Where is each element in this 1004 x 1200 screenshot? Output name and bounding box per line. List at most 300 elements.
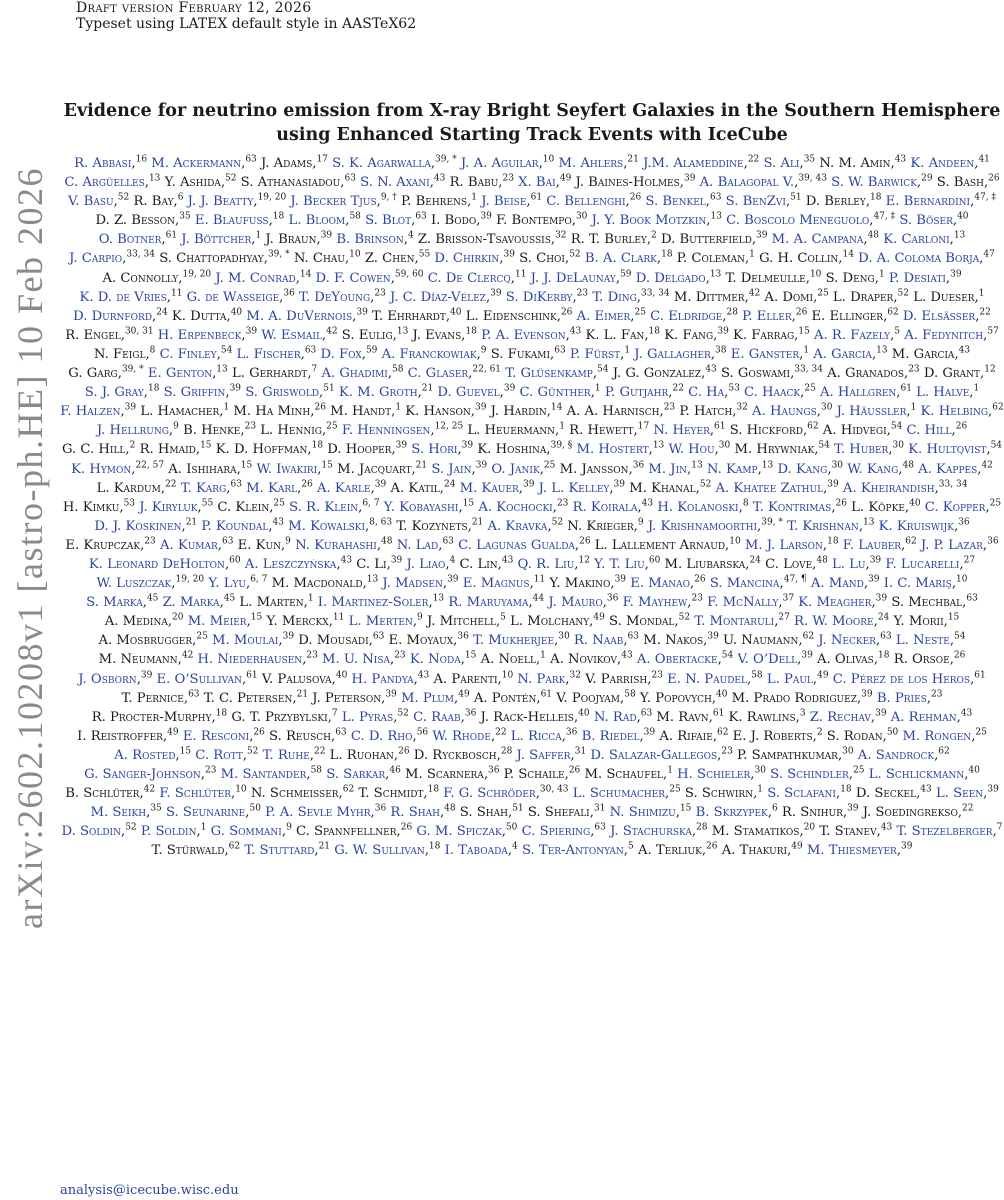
author-entry[interactable]: C. Raab,$^{36}$	[413, 708, 477, 725]
author-entry[interactable]: D. F. Cowen,$^{59, 60}$	[315, 269, 424, 286]
author-entry[interactable]: P. Soldin,$^1$	[140, 822, 207, 840]
author-entry[interactable]: S. Sclafani,$^{18}$	[767, 784, 852, 802]
author-entry[interactable]: T. Huber,$^{30}$	[834, 441, 904, 458]
author-name[interactable]: N. Kurahashi	[295, 537, 377, 553]
author-entry[interactable]: S. Griswold,$^{51}$	[245, 383, 335, 401]
author-name[interactable]: C. D. Rho	[350, 728, 413, 744]
author-entry[interactable]: S. Hori,$^{39}$	[411, 441, 474, 458]
author-entry[interactable]: P. Fürst,$^1$	[569, 345, 631, 362]
author-name[interactable]: S. Benkel	[645, 194, 706, 210]
author-entry[interactable]: K. Hymon,$^{22, 57}$	[71, 460, 165, 477]
author-entry[interactable]: K. Hultqvist,$^{54}$	[908, 441, 1003, 458]
author-entry[interactable]: J. J. DeLaunay,$^{59}$	[530, 269, 632, 286]
author-entry[interactable]: J. P. Lazar,$^{36}$	[920, 536, 999, 553]
author-name[interactable]: J. Necker	[818, 633, 876, 649]
author-entry[interactable]: C. Eldridge,$^{28}$	[650, 307, 738, 324]
author-name[interactable]: K. Kruiswijk	[878, 518, 954, 534]
author-name[interactable]: L. Paul	[766, 671, 813, 687]
author-entry[interactable]: P. A. Sevle Myhr,$^{36}$	[265, 803, 387, 821]
author-entry[interactable]: D. Soldin,$^{52}$	[61, 822, 137, 840]
author-name[interactable]: B. Riedel	[581, 728, 640, 744]
author-entry[interactable]: J. Madsen,$^{39}$	[382, 574, 459, 592]
author-entry[interactable]: C. Hill,$^{26}$	[906, 421, 968, 439]
author-name[interactable]: F. McNally	[707, 595, 779, 611]
author-name[interactable]: T. Ruhe	[262, 747, 310, 763]
author-name[interactable]: S. N. Axani	[360, 175, 430, 191]
author-entry[interactable]: K. Meagher,$^{39}$	[798, 593, 888, 611]
author-entry[interactable]: W. Esmail,$^{42}$	[261, 326, 338, 343]
author-name[interactable]: A. Kravka	[487, 518, 548, 534]
author-name[interactable]: K. Andeen	[910, 156, 975, 171]
author-entry[interactable]: L. Schumacher,$^{25}$	[572, 784, 681, 802]
author-entry[interactable]: R. Maruyama,$^{44}$	[448, 593, 545, 611]
author-name[interactable]: N. Shimizu	[609, 805, 676, 821]
author-name[interactable]: P. Desiati	[888, 270, 946, 286]
author-name[interactable]: L. Halve	[916, 385, 970, 401]
author-name[interactable]: E. Magnus	[462, 576, 530, 592]
author-name[interactable]: C. De Clercq	[427, 270, 511, 286]
author-name[interactable]: L. Neste	[895, 633, 950, 649]
author-entry[interactable]: M. U. Nisa,$^{23}$	[322, 651, 406, 668]
author-name[interactable]: C. Boscolo Meneguolo	[726, 213, 870, 229]
author-name[interactable]: S. K. Agarwalla	[332, 156, 431, 171]
author-name[interactable]: J. Hellrung	[96, 423, 169, 439]
author-name[interactable]: S. W. Barwick	[831, 175, 917, 191]
author-entry[interactable]: S. DiKerby,$^{23}$	[505, 288, 589, 305]
author-name[interactable]: J. Gallagher	[634, 346, 711, 362]
author-name[interactable]: S. BenZvi	[725, 194, 786, 210]
author-entry[interactable]: Y. Kobayashi,$^{15}$	[383, 498, 475, 515]
author-name[interactable]: N. Kamp	[706, 461, 758, 477]
author-name[interactable]: V. O’Dell	[737, 652, 798, 668]
author-name[interactable]: G. W. Sullivan	[334, 843, 425, 859]
author-name[interactable]: J.M. Alameddine	[643, 156, 744, 171]
author-entry[interactable]: M. Karl,$^{26}$	[246, 479, 313, 496]
author-name[interactable]: R. Abbasi	[74, 156, 132, 171]
author-entry[interactable]: H. Schieler,$^{30}$	[677, 765, 766, 782]
author-entry[interactable]: J. Liao,$^4$	[406, 555, 456, 572]
author-name[interactable]: A. Kumar	[159, 537, 218, 553]
author-entry[interactable]: M. Ackermann,$^{63}$	[151, 154, 257, 171]
author-entry[interactable]: L. Merten,$^9$	[348, 612, 423, 630]
author-entry[interactable]: A. Fedynitch,$^{57}$	[904, 326, 999, 343]
author-entry[interactable]: D. Elsässer,$^{22}$	[902, 307, 991, 324]
author-name[interactable]: J. Madsen	[382, 576, 443, 592]
author-entry[interactable]: B. Brinson,$^4$	[336, 230, 414, 248]
author-entry[interactable]: P. Gutjahr,$^{22}$	[604, 383, 684, 401]
author-name[interactable]: M. Plum	[400, 690, 455, 706]
author-name[interactable]: F. Schlüter	[159, 786, 231, 802]
author-entry[interactable]: F. Henningsen,$^{12, 25}$	[341, 421, 464, 439]
author-name[interactable]: E. N. Paudel	[667, 671, 747, 687]
author-name[interactable]: A. Kheirandish	[842, 480, 935, 496]
author-entry[interactable]: F. G. Schröder,$^{30, 43}$	[443, 784, 569, 802]
author-name[interactable]: M. U. Nisa	[322, 652, 390, 668]
author-entry[interactable]: S. BenZvi,$^{51}$	[725, 192, 802, 210]
author-entry[interactable]: S. Marka,$^{45}$	[86, 593, 159, 611]
author-name[interactable]: P. Fürst	[569, 346, 621, 362]
author-entry[interactable]: A. Kheirandish,$^{33, 34}$	[842, 479, 968, 496]
author-name[interactable]: E. Bernardini	[885, 194, 971, 210]
author-name[interactable]: F. Halzen	[60, 404, 121, 420]
author-entry[interactable]: V. O’Dell,$^{39}$	[737, 651, 813, 668]
author-entry[interactable]: A. Kochocki,$^{23}$	[478, 498, 569, 515]
author-entry[interactable]: W. Luszczak,$^{19, 20}$	[96, 574, 205, 592]
author-name[interactable]: K. Noda	[409, 652, 461, 668]
author-entry[interactable]: C. Günther,$^1$	[519, 383, 601, 401]
author-name[interactable]: D. Durnford	[73, 308, 153, 324]
author-name[interactable]: M. Santander	[220, 767, 307, 782]
author-entry[interactable]: H. Kolanoski,$^8$	[657, 498, 749, 515]
author-name[interactable]: S. Ali	[763, 156, 800, 171]
author-entry[interactable]: M. Moulai,$^{39}$	[212, 631, 295, 649]
author-entry[interactable]: J.M. Alameddine,$^{22}$	[643, 154, 760, 171]
author-name[interactable]: T. Karg	[180, 480, 227, 496]
author-name[interactable]: A. Ghadimi	[321, 366, 388, 382]
author-name[interactable]: D. F. Cowen	[315, 270, 391, 286]
contact-email-link[interactable]: analysis@icecube.wisc.edu	[60, 1183, 239, 1198]
author-name[interactable]: C. Finley	[159, 346, 217, 362]
author-name[interactable]: R. Koirala	[572, 499, 638, 515]
author-name[interactable]: S. Ter-Antonyan	[521, 843, 624, 859]
author-name[interactable]: M. A. Campana	[771, 232, 864, 248]
author-name[interactable]: J. Mauro	[548, 595, 603, 611]
author-entry[interactable]: K. Noda,$^{15}$	[409, 651, 477, 668]
author-name[interactable]: K. Hultqvist	[908, 442, 987, 458]
author-entry[interactable]: C. Bellenghi,$^{26}$	[546, 192, 642, 210]
author-entry[interactable]: L. Seen,$^{39}$	[935, 784, 999, 802]
author-name[interactable]: N. Park	[517, 671, 566, 687]
author-name[interactable]: C. Haack	[744, 385, 801, 401]
author-name[interactable]: B. Skrzypek	[695, 805, 768, 821]
author-entry[interactable]: E. Bernardini,$^{47, \ddagger}$	[885, 192, 996, 210]
author-entry[interactable]: K. Helbing,$^{62}$	[920, 402, 1004, 420]
author-entry[interactable]: S. Schindler,$^{25}$	[770, 765, 865, 782]
author-name[interactable]: P. Koundal	[201, 518, 269, 534]
author-name[interactable]: D. Chirkin	[434, 251, 500, 267]
author-name[interactable]: A. Kochocki	[478, 499, 553, 515]
author-name[interactable]: C. Kopper	[924, 499, 986, 515]
author-name[interactable]: E. Ganster	[730, 346, 800, 362]
author-entry[interactable]: M. J. Larson,$^{18}$	[744, 536, 839, 553]
author-entry[interactable]: S. Mancina,$^{47, \P}$	[709, 574, 807, 592]
author-name[interactable]: M. Ackermann	[151, 156, 242, 171]
author-entry[interactable]: M. Hostert,$^{13}$	[576, 441, 665, 458]
author-name[interactable]: L. Seen	[935, 786, 984, 802]
author-entry[interactable]: Y. Lyu,$^{6, 7}$	[208, 574, 268, 592]
author-entry[interactable]: W. Iwakiri,$^{15}$	[256, 460, 333, 477]
author-entry[interactable]: S. Benkel,$^{63}$	[645, 192, 722, 210]
author-entry[interactable]: C. Finley,$^{54}$	[159, 345, 233, 362]
author-name[interactable]: K. D. de Vries	[79, 289, 167, 305]
author-name[interactable]: J. M. Conrad	[215, 270, 296, 286]
author-entry[interactable]: L. Halve,$^1$	[916, 383, 980, 401]
author-name[interactable]: W. Iwakiri	[256, 461, 318, 477]
author-name[interactable]: R. W. Moore	[794, 614, 874, 630]
author-name[interactable]: C. Spiering	[521, 824, 591, 840]
author-entry[interactable]: V. Basu,$^{52}$	[68, 192, 130, 210]
author-name[interactable]: D. Elsässer	[902, 308, 976, 324]
author-entry[interactable]: F. McNally,$^{37}$	[707, 593, 795, 611]
author-entry[interactable]: I. C. Mariş,$^{10}$	[883, 574, 968, 592]
author-name[interactable]: T. Stuttard	[244, 843, 315, 859]
author-name[interactable]: J. Böttcher	[181, 232, 252, 248]
author-entry[interactable]: G. M. Spiczak,$^{50}$	[416, 822, 518, 840]
author-name[interactable]: L. Lu	[832, 556, 866, 572]
author-name[interactable]: T. Glüsenkamp	[505, 366, 593, 382]
author-name[interactable]: J. Carpio	[69, 251, 123, 267]
author-entry[interactable]: G. Sanger-Johnson,$^{23}$	[84, 765, 217, 782]
author-entry[interactable]: Y. T. Liu,$^{60}$	[594, 555, 661, 572]
author-name[interactable]: M. Kauer	[459, 480, 519, 496]
author-name[interactable]: D. Soldin	[61, 824, 121, 840]
author-name[interactable]: J. Becker Tjus	[290, 194, 377, 210]
author-name[interactable]: Z. Marka	[162, 595, 220, 611]
author-name[interactable]: T. Stezelberger	[896, 824, 993, 840]
author-entry[interactable]: A. Mand,$^{39}$	[810, 574, 880, 592]
author-entry[interactable]: N. Heyer,$^{61}$	[653, 421, 726, 439]
author-entry[interactable]: A. Karle,$^{39}$	[317, 479, 387, 496]
author-name[interactable]: F. G. Schröder	[443, 786, 536, 802]
author-name[interactable]: S. J. Gray	[84, 385, 144, 401]
author-name[interactable]: B. Brinson	[336, 232, 404, 248]
author-name[interactable]: G. Sommani	[210, 824, 282, 840]
author-entry[interactable]: E. Resconi,$^{26}$	[182, 727, 265, 744]
author-name[interactable]: S. Marka	[86, 595, 143, 611]
author-name[interactable]: J. P. Lazar	[920, 537, 983, 553]
author-entry[interactable]: A. Kravka,$^{52}$	[487, 517, 564, 534]
author-name[interactable]: S. Hori	[411, 442, 458, 458]
author-entry[interactable]: J. Böttcher,$^1$	[181, 230, 262, 248]
author-entry[interactable]: S. R. Klein,$^{6, 7}$	[289, 498, 380, 515]
author-name[interactable]: A. Karle	[317, 480, 371, 496]
author-name[interactable]: M. Hostert	[576, 442, 649, 458]
author-entry[interactable]: B. Skrzypek,$^6$	[695, 803, 778, 821]
author-entry[interactable]: T. DeYoung,$^{23}$	[299, 288, 386, 305]
author-entry[interactable]: J. M. Conrad,$^{14}$	[215, 269, 312, 286]
author-name[interactable]: J. Häussler	[836, 404, 907, 420]
author-entry[interactable]: H. Erpenbeck,$^{39}$	[157, 326, 258, 343]
author-entry[interactable]: A. Obertacke,$^{54}$	[636, 651, 734, 668]
author-name[interactable]: T. Ding	[592, 289, 637, 305]
author-name[interactable]: Y. T. Liu	[594, 556, 645, 572]
author-entry[interactable]: M. Rongen,$^{25}$	[902, 727, 987, 744]
author-name[interactable]: J. Kiryluk	[139, 499, 198, 515]
author-entry[interactable]: G. W. Sullivan,$^{18}$	[334, 841, 441, 859]
author-name[interactable]: H. Pandya	[351, 671, 414, 687]
author-entry[interactable]: D. A. Coloma Borja,$^{47}$	[858, 250, 995, 267]
author-entry[interactable]: A. Kappes,$^{42}$	[918, 460, 993, 477]
author-entry[interactable]: B. Riedel,$^{39}$	[581, 727, 656, 744]
author-name[interactable]: G. M. Spiczak	[416, 824, 502, 840]
author-entry[interactable]: S. Sarkar,$^{46}$	[326, 765, 401, 782]
author-entry[interactable]: J. Mauro,$^{36}$	[548, 593, 619, 611]
author-name[interactable]: T. Krishnan	[787, 518, 859, 534]
author-entry[interactable]: T. Glüsenkamp,$^{54}$	[505, 364, 609, 382]
author-entry[interactable]: B. A. Clark,$^{18}$	[584, 250, 673, 267]
author-name[interactable]: W. Esmail	[261, 327, 322, 343]
author-entry[interactable]: N. Kamp,$^{13}$	[706, 460, 774, 477]
author-entry[interactable]: S. Ter-Antonyan,$^5$	[521, 841, 634, 859]
author-name[interactable]: N. Heyer	[653, 423, 710, 439]
author-name[interactable]: L. Fischer	[236, 346, 301, 362]
author-name[interactable]: S. Griswold	[245, 385, 320, 401]
author-entry[interactable]: G. de Wasseige,$^{36}$	[186, 288, 295, 305]
author-name[interactable]: S. Sarkar	[326, 767, 386, 782]
author-entry[interactable]: E. O’Sullivan,$^{61}$	[156, 670, 258, 687]
author-entry[interactable]: M. Kauer,$^{39}$	[459, 479, 535, 496]
author-name[interactable]: L. Bloom	[288, 213, 346, 229]
author-name[interactable]: M. Meier	[187, 614, 247, 630]
author-name[interactable]: K. Helbing	[920, 404, 989, 420]
author-name[interactable]: A. Kappes	[918, 461, 978, 477]
author-name[interactable]: T. Montaruli	[694, 614, 775, 630]
author-name[interactable]: C. Lagunas Gualda	[458, 537, 575, 553]
author-entry[interactable]: F. Schlüter,$^{10}$	[159, 784, 247, 802]
author-name[interactable]: D. Salazar-Gallegos	[590, 747, 718, 763]
author-entry[interactable]: A. Garcia,$^{13}$	[813, 345, 888, 362]
author-entry[interactable]: J. Beise,$^{61}$	[481, 192, 543, 210]
author-entry[interactable]: W. Kang,$^{48}$	[847, 460, 914, 477]
author-entry[interactable]: J. Saffer,$^{31}$	[516, 746, 587, 763]
author-entry[interactable]: E. Manao,$^{26}$	[630, 574, 706, 592]
author-name[interactable]: M. J. Larson	[744, 537, 823, 553]
author-entry[interactable]: D. Fox,$^{59}$	[320, 345, 378, 362]
author-name[interactable]: M. Rongen	[902, 728, 972, 744]
author-entry[interactable]: E. Blaufuss,$^{18}$	[194, 211, 285, 229]
author-name[interactable]: I. C. Mariş	[883, 576, 952, 592]
author-name[interactable]: S. Seunarine	[165, 805, 246, 821]
author-entry[interactable]: A. Sandrock,$^{62}$	[857, 746, 950, 763]
author-entry[interactable]: S. W. Barwick,$^{29}$	[831, 173, 933, 191]
author-name[interactable]: X. Bai	[518, 175, 556, 191]
author-name[interactable]: D. Kang	[777, 461, 828, 477]
author-entry[interactable]: C. De Clercq,$^{11}$	[427, 269, 527, 286]
author-entry[interactable]: Q. R. Liu,$^{12}$	[517, 555, 590, 572]
author-name[interactable]: P. A. Evenson	[481, 327, 566, 343]
author-name[interactable]: C. Glaser	[407, 366, 469, 382]
author-entry[interactable]: J. J. Beatty,$^{19, 20}$	[187, 192, 287, 210]
author-name[interactable]: R. Maruyama	[448, 595, 529, 611]
author-name[interactable]: J. A. Aguilar	[460, 156, 539, 171]
author-name[interactable]: I. Taboada	[444, 843, 508, 859]
author-entry[interactable]: I. Martinez-Soler,$^{13}$	[317, 593, 445, 611]
author-name[interactable]: A. Franckowiak	[381, 346, 477, 362]
author-name[interactable]: A. Obertacke	[636, 652, 718, 668]
author-entry[interactable]: J. Häussler,$^1$	[836, 402, 917, 420]
author-entry[interactable]: S. J. Gray,$^{18}$	[84, 383, 160, 401]
author-name[interactable]: K. M. Groth	[338, 385, 418, 401]
author-entry[interactable]: N. Rad,$^{63}$	[593, 708, 653, 725]
author-name[interactable]: A. R. Fazely	[814, 327, 891, 343]
author-name[interactable]: J. C. Díaz-Vélez	[390, 289, 486, 305]
author-entry[interactable]: L. Neste,$^{54}$	[895, 631, 966, 649]
author-name[interactable]: A. Leszczyńska	[244, 556, 337, 572]
author-entry[interactable]: P. Desiati,$^{39}$	[888, 269, 962, 286]
author-entry[interactable]: J. Stachurska,$^{28}$	[610, 822, 708, 840]
author-entry[interactable]: M. A. Campana,$^{48}$	[771, 230, 880, 248]
author-name[interactable]: K. Meagher	[798, 595, 872, 611]
author-name[interactable]: W. Rhode	[432, 728, 491, 744]
author-entry[interactable]: D. Salazar-Gallegos,$^{23}$	[590, 746, 733, 763]
author-name[interactable]: J. Liao	[406, 556, 446, 572]
author-name[interactable]: J. Stachurska	[610, 824, 692, 840]
author-name[interactable]: F. Lucarelli	[885, 556, 960, 572]
author-entry[interactable]: J. L. Kelley,$^{39}$	[538, 479, 625, 496]
author-entry[interactable]: L. Paul,$^{49}$	[766, 670, 829, 687]
author-entry[interactable]: A. Eimer,$^{25}$	[576, 307, 646, 324]
author-name[interactable]: L. Schumacher	[572, 786, 666, 802]
author-name[interactable]: P. Soldin	[140, 824, 197, 840]
author-name[interactable]: S. Mancina	[709, 576, 780, 592]
author-name[interactable]: P. A. Sevle Myhr	[265, 805, 371, 821]
author-entry[interactable]: L. Ricca,$^{36}$	[510, 727, 578, 744]
author-entry[interactable]: I. Taboada,$^4$	[444, 841, 518, 859]
author-name[interactable]: B. A. Clark	[584, 251, 657, 267]
author-entry[interactable]: M. Kowalski,$^{8, 63}$	[288, 517, 393, 534]
author-entry[interactable]: T. Stezelberger,$^7$	[896, 822, 1003, 840]
author-entry[interactable]: P. A. Evenson,$^{43}$	[481, 326, 582, 343]
author-name[interactable]: Y. Kobayashi	[383, 499, 459, 515]
author-name[interactable]: M. A. DuVernois	[246, 308, 353, 324]
author-entry[interactable]: E. N. Paudel,$^{58}$	[667, 670, 763, 687]
author-name[interactable]: O. Botner	[98, 232, 162, 248]
author-name[interactable]: A. Hallgren	[820, 385, 897, 401]
author-entry[interactable]: M. Seikh,$^{35}$	[90, 803, 162, 821]
author-entry[interactable]: A. Rehman,$^{43}$	[890, 708, 973, 725]
author-entry[interactable]: K. M. Groth,$^{21}$	[338, 383, 434, 401]
author-name[interactable]: T. Mukherjee	[473, 633, 555, 649]
author-entry[interactable]: D. Chirkin,$^{39}$	[434, 250, 515, 267]
author-name[interactable]: J. Y. Book Motzkin	[591, 213, 707, 229]
author-entry[interactable]: J. Y. Book Motzkin,$^{13}$	[591, 211, 722, 229]
author-name[interactable]: I. Martinez-Soler	[317, 595, 429, 611]
author-entry[interactable]: C. Argüelles,$^{13}$	[64, 173, 161, 191]
author-name[interactable]: F. Mayhew	[622, 595, 688, 611]
author-entry[interactable]: L. Bloom,$^{58}$	[288, 211, 361, 229]
author-entry[interactable]: C. Glaser,$^{22, 61}$	[407, 364, 502, 382]
author-entry[interactable]: A. Rosted,$^{15}$	[114, 746, 192, 763]
author-entry[interactable]: C. Pérez de los Heros,$^{61}$	[832, 670, 986, 687]
author-entry[interactable]: S. K. Agarwalla,$^{39, *}$	[332, 154, 457, 171]
author-name[interactable]: A. Rosted	[114, 747, 176, 763]
author-name[interactable]: C. Günther	[519, 385, 591, 401]
author-entry[interactable]: K. Kruiswijk,$^{36}$	[878, 517, 970, 534]
author-entry[interactable]: T. Kontrimas,$^{26}$	[752, 498, 847, 515]
author-name[interactable]: L. Merten	[348, 614, 413, 630]
author-entry[interactable]: M. Ahlers,$^{21}$	[558, 154, 639, 171]
author-name[interactable]: E. Genton	[147, 366, 213, 382]
author-name[interactable]: M. Ahlers	[558, 156, 624, 171]
author-name[interactable]: K. Hymon	[71, 461, 132, 477]
author-name[interactable]: R. Naab	[573, 633, 624, 649]
author-entry[interactable]: T. Ruhe,$^{22}$	[262, 746, 326, 763]
author-name[interactable]: W. Luszczak	[96, 576, 172, 592]
author-name[interactable]: G. Sanger-Johnson	[84, 767, 201, 782]
author-entry[interactable]: T. Mukherjee,$^{30}$	[473, 631, 570, 649]
author-entry[interactable]: H. Pandya,$^{43}$	[351, 670, 430, 687]
author-entry[interactable]: A. Haungs,$^{30}$	[752, 402, 833, 420]
author-entry[interactable]: S. N. Axani,$^{43}$	[360, 173, 446, 191]
author-entry[interactable]: P. Eller,$^{26}$	[742, 307, 808, 324]
author-name[interactable]: A. Eimer	[576, 308, 631, 324]
author-name[interactable]: S. DiKerby	[505, 289, 573, 305]
author-name[interactable]: M. Moulai	[212, 633, 279, 649]
author-entry[interactable]: C. Spiering,$^{63}$	[521, 822, 606, 840]
author-name[interactable]: W. Hou	[668, 442, 715, 458]
author-entry[interactable]: A. Hallgren,$^{61}$	[820, 383, 912, 401]
author-name[interactable]: L. Ricca	[510, 728, 562, 744]
